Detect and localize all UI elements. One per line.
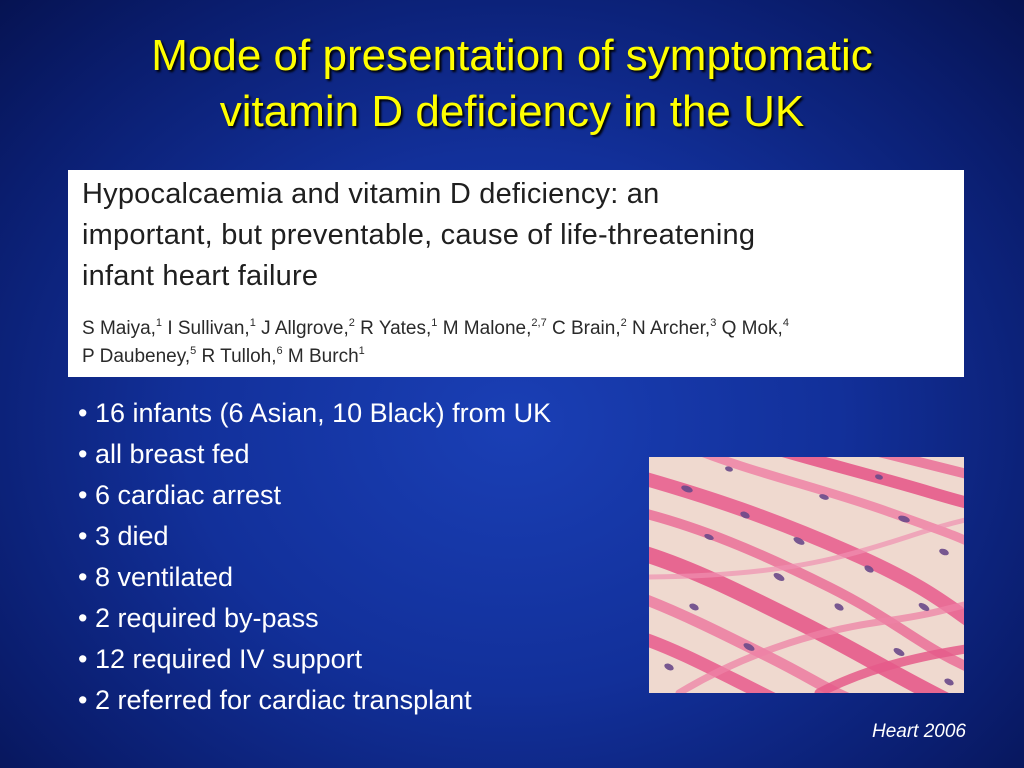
author-affiliation: 1 <box>155 317 163 329</box>
article-title-line-1: Hypocalcaemia and vitamin D deficiency: an <box>82 178 660 210</box>
author-name: N Archer, <box>632 318 711 339</box>
author-affiliation: 1 <box>358 345 365 357</box>
list-item: • 8 ventilated <box>78 562 234 592</box>
article-title <box>82 174 950 297</box>
article-authors <box>82 315 950 371</box>
author-name: I Sullivan, <box>167 318 250 339</box>
author-affiliation: 2,7 <box>531 317 547 329</box>
citation: Heart 2006 <box>871 721 966 742</box>
author-affiliation: 6 <box>276 345 283 357</box>
author-affiliation: 4 <box>782 317 789 329</box>
author-affiliation: 2 <box>620 317 627 329</box>
slide-title <box>40 28 984 140</box>
list-item: • all breast fed <box>78 439 250 469</box>
article-title-line-2: important, but preventable, cause of life-threatening <box>82 219 756 251</box>
list-item: • 2 required by-pass <box>78 603 319 633</box>
author-name: P Daubeney, <box>82 346 191 367</box>
list-item: • 16 infants (6 Asian, 10 Black) from UK <box>78 398 552 428</box>
histology-micrograph <box>649 457 964 693</box>
article-title-line-3: infant heart failure <box>82 260 319 292</box>
author-name: Q Mok, <box>721 318 783 339</box>
author-affiliation: 1 <box>431 317 438 329</box>
authors-line-1 <box>82 315 950 343</box>
author-name: J Allgrove, <box>261 318 349 339</box>
author-name: S Maiya, <box>82 318 156 339</box>
slide-title-line-2: vitamin D deficiency in the UK <box>219 87 805 136</box>
author-name: R Yates, <box>360 318 432 339</box>
author-name: M Burch <box>287 346 359 367</box>
author-affiliation: 1 <box>249 317 256 329</box>
author-name: M Malone, <box>442 318 532 339</box>
list-item: • 6 cardiac arrest <box>78 480 282 510</box>
list-item: • 2 referred for cardiac transplant <box>78 685 472 715</box>
author-affiliation: 3 <box>710 317 717 329</box>
histology-image <box>649 457 964 693</box>
author-name: C Brain, <box>551 318 621 339</box>
author-affiliation: 2 <box>348 317 355 329</box>
authors-line-2 <box>82 343 950 371</box>
article-header-image <box>68 170 964 377</box>
findings-list <box>78 393 551 721</box>
author-affiliation: 5 <box>190 345 197 357</box>
slide-title-line-1: Mode of presentation of symptomatic <box>151 31 873 80</box>
author-name: R Tulloh, <box>201 346 277 367</box>
list-item: • 3 died <box>78 521 169 551</box>
list-item: • 12 required IV support <box>78 644 363 674</box>
